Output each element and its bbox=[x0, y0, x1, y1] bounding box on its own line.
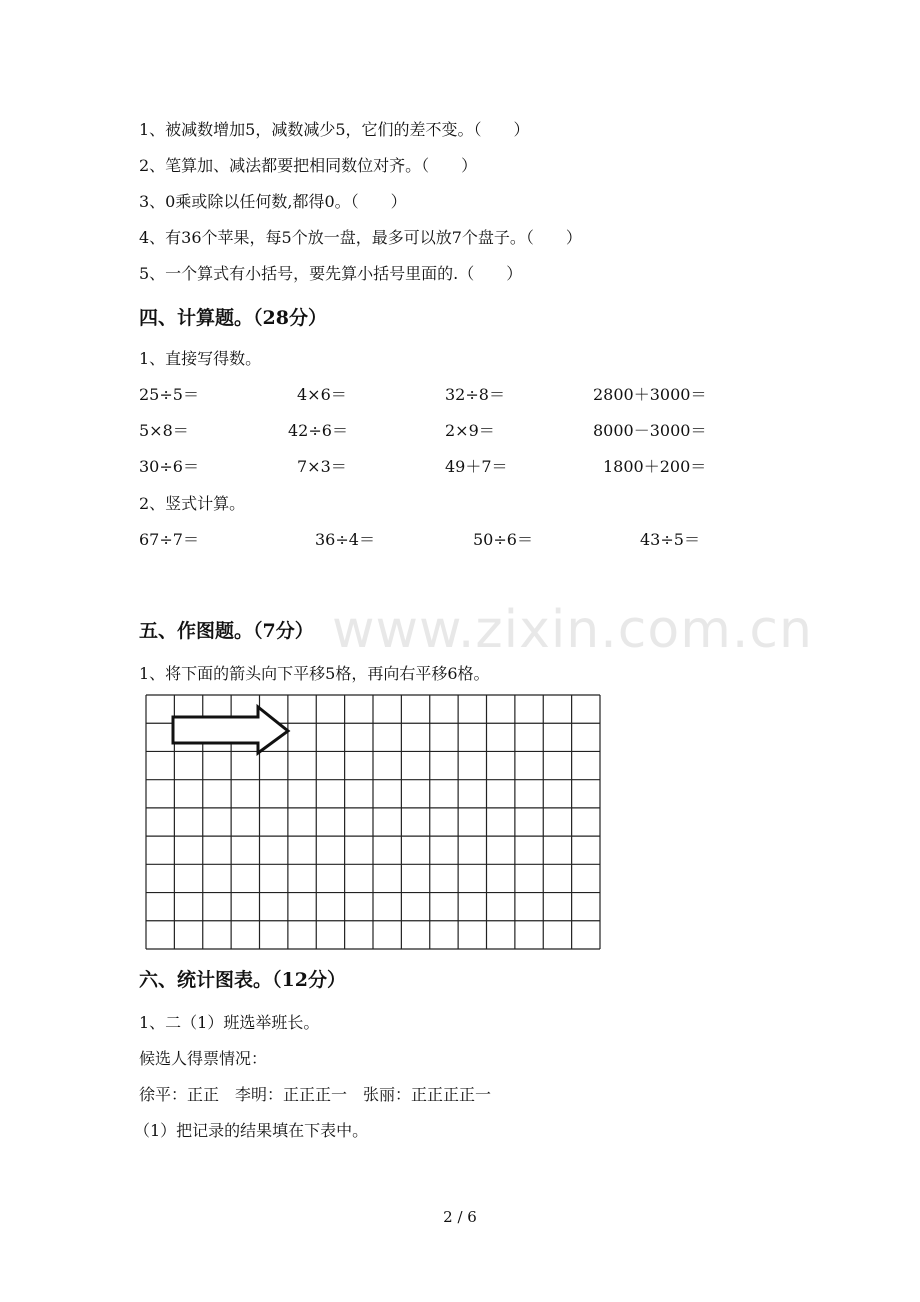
vertical-calc-item: 36÷4＝ bbox=[315, 530, 375, 549]
vertical-calc-item: 50÷6＝ bbox=[473, 530, 533, 549]
section-5-q1: 1、将下面的箭头向下平移5格，再向右平移6格。 bbox=[139, 664, 490, 683]
calc-item: 42÷6＝ bbox=[288, 421, 348, 440]
section-4-q2: 2、竖式计算。 bbox=[139, 494, 246, 513]
arrow-shape bbox=[173, 707, 288, 753]
section-6-q1: 1、二（1）班选举班长。 bbox=[139, 1013, 320, 1032]
section-4-title: 四、计算题。（28分） bbox=[139, 307, 327, 329]
calc-item: 5×8＝ bbox=[139, 421, 189, 440]
calc-item: 2×9＝ bbox=[445, 421, 495, 440]
section-4-q1: 1、直接写得数。 bbox=[139, 349, 262, 368]
section-6-title: 六、统计图表。（12分） bbox=[139, 969, 346, 991]
calc-item: 4×6＝ bbox=[297, 385, 347, 404]
page-number: 2 / 6 bbox=[443, 1208, 477, 1226]
section-6-sub1: （1）把记录的结果填在下表中。 bbox=[134, 1121, 369, 1140]
vote-tally: 徐平：正正 李明：正正正一 张丽：正正正正一 bbox=[139, 1085, 492, 1104]
calc-item: 49＋7＝ bbox=[445, 457, 508, 476]
calc-item: 30÷6＝ bbox=[139, 457, 199, 476]
judgement-item-2: 2、笔算加、减法都要把相同数位对齐。（ ） bbox=[139, 156, 478, 175]
calc-item: 32÷8＝ bbox=[445, 385, 505, 404]
vertical-calc-item: 67÷7＝ bbox=[139, 530, 199, 549]
section-6-intro: 候选人得票情况： bbox=[139, 1049, 268, 1068]
judgement-item-4: 4、有36个苹果，每5个放一盘，最多可以放7个盘子。（ ） bbox=[139, 228, 582, 247]
judgement-item-5: 5、一个算式有小括号，要先算小括号里面的.（ ） bbox=[139, 264, 523, 283]
calc-item: 8000－3000＝ bbox=[593, 421, 707, 440]
calc-item: 1800＋200＝ bbox=[603, 457, 707, 476]
judgement-item-3: 3、0乘或除以任何数,都得0。（ ） bbox=[139, 192, 407, 211]
calc-item: 2800＋3000＝ bbox=[593, 385, 707, 404]
drawing-grid[interactable] bbox=[145, 694, 601, 950]
vertical-calc-item: 43÷5＝ bbox=[640, 530, 700, 549]
section-5-title: 五、作图题。（7分） bbox=[139, 620, 314, 642]
judgement-item-1: 1、被减数增加5，减数减少5，它们的差不变。（ ） bbox=[139, 120, 530, 139]
calc-item: 7×3＝ bbox=[297, 457, 347, 476]
watermark: www.zixin.com.cn bbox=[332, 600, 813, 660]
calc-item: 25÷5＝ bbox=[139, 385, 199, 404]
